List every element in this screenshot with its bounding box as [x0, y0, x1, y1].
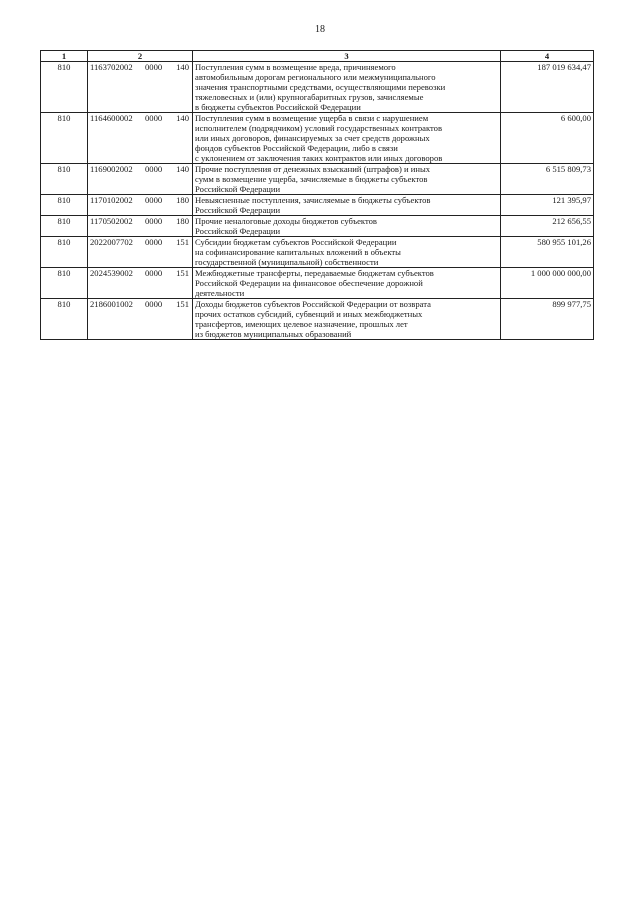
description-line: Доходы бюджетов субъектов Российской Федерации от возврата [195, 299, 431, 309]
classification-code: 151 [176, 237, 189, 247]
classification-code: 151 [176, 268, 189, 278]
description-line: трансфертов, имеющих целевое назначение, прошлых лет [195, 319, 408, 329]
admin-code-cell: 810 [41, 195, 88, 216]
description-line: тяжеловесных и (или) крупногабаритных грузов, зачисляемые [195, 92, 424, 102]
budget-code: 2022007702 [90, 237, 133, 247]
admin-code-cell: 810 [41, 113, 88, 164]
table-row [41, 216, 594, 237]
budget-code: 2024539002 [90, 268, 133, 278]
classification-code: 140 [176, 113, 189, 123]
description-line: Российской Федерации на финансовое обеспечение дорожной [195, 278, 423, 288]
classification-code: 140 [176, 164, 189, 174]
admin-code-cell: 810 [41, 164, 88, 195]
description-line: Российской Федерации [195, 184, 281, 194]
amount-cell: 6 600,00 [501, 113, 594, 164]
budget-code-cell [88, 195, 193, 216]
description-cell [193, 164, 501, 195]
budget-code: 1169002002 [90, 164, 133, 174]
amount-cell: 6 515 809,73 [501, 164, 594, 195]
column-header-2: 2 [88, 51, 193, 62]
table-row [41, 268, 594, 299]
budget-code: 1164600002 [90, 113, 133, 123]
description-line: исполнителем (подрядчиком) условий государственных контрактов [195, 123, 443, 133]
amount-cell: 1 000 000 000,00 [501, 268, 594, 299]
table-row [41, 299, 594, 340]
admin-code-cell: 810 [41, 216, 88, 237]
program-code: 0000 [145, 62, 163, 72]
program-code: 0000 [145, 299, 163, 309]
description-line: или иных договоров, финансируемых за счет средств дорожных [195, 133, 430, 143]
description-line: прочих остатков субсидий, субвенций и иных межбюджетных [195, 309, 423, 319]
revenue-table [40, 50, 594, 340]
description-line: Субсидии бюджетам субъектов Российской Федерации [195, 237, 397, 247]
description-cell [193, 237, 501, 268]
description-cell [193, 216, 501, 237]
header-row [41, 51, 594, 62]
budget-code: 1170502002 [90, 216, 133, 226]
table-body [41, 62, 594, 340]
classification-code: 140 [176, 62, 189, 72]
amount-cell: 121 395,97 [501, 195, 594, 216]
program-code: 0000 [145, 237, 163, 247]
description-line: значения транспортными средствами, осуществляющими перевозки [195, 82, 446, 92]
classification-code: 180 [176, 195, 189, 205]
description-line: в бюджеты субъектов Российской Федерации [195, 102, 361, 112]
program-code: 0000 [145, 216, 163, 226]
admin-code-cell: 810 [41, 299, 88, 340]
program-code: 0000 [145, 113, 163, 123]
amount-cell: 580 955 101,26 [501, 237, 594, 268]
description-line: деятельности [195, 288, 245, 298]
budget-code: 1163702002 [90, 62, 133, 72]
description-line: из бюджетов муниципальных образований [195, 329, 352, 339]
description-line: государственной (муниципальной) собственности [195, 257, 379, 267]
budget-code-cell [88, 62, 193, 113]
description-line: Межбюджетные трансферты, передаваемые бюджетам субъектов [195, 268, 434, 278]
amount-cell: 212 656,55 [501, 216, 594, 237]
amount-cell: 899 977,75 [501, 299, 594, 340]
column-header-1: 1 [41, 51, 88, 62]
budget-code-cell [88, 268, 193, 299]
description-line: сумм в возмещение ущерба, зачисляемые в бюджеты субъектов [195, 174, 428, 184]
amount-cell: 187 019 634,47 [501, 62, 594, 113]
description-line: фондов субъектов Российской Федерации, либо в связи [195, 143, 398, 153]
budget-code: 2186001002 [90, 299, 133, 309]
description-line: Прочие неналоговые доходы бюджетов субъектов [195, 216, 377, 226]
description-line: Поступления сумм в возмещение вреда, причиняемого [195, 62, 396, 72]
table-row [41, 195, 594, 216]
budget-code: 1170102002 [90, 195, 133, 205]
program-code: 0000 [145, 164, 163, 174]
admin-code-cell: 810 [41, 268, 88, 299]
description-cell [193, 195, 501, 216]
budget-code-cell [88, 113, 193, 164]
column-header-4: 4 [501, 51, 594, 62]
table-row [41, 237, 594, 268]
program-code: 0000 [145, 268, 163, 278]
table-row [41, 164, 594, 195]
budget-code-cell [88, 216, 193, 237]
description-line: Прочие поступления от денежных взысканий (штрафов) и иных [195, 164, 431, 174]
description-line: на софинансирование капитальных вложений в объекты [195, 247, 401, 257]
budget-code-cell [88, 164, 193, 195]
column-header-3: 3 [193, 51, 501, 62]
admin-code-cell: 810 [41, 62, 88, 113]
description-line: с уклонением от заключения таких контрактов или иных договоров [195, 153, 443, 163]
classification-code: 180 [176, 216, 189, 226]
description-cell [193, 268, 501, 299]
description-line: Российской Федерации [195, 226, 281, 236]
classification-code: 151 [176, 299, 189, 309]
description-cell [193, 299, 501, 340]
table-row [41, 113, 594, 164]
budget-code-cell [88, 237, 193, 268]
description-line: Невыясненные поступления, зачисляемые в бюджеты субъектов [195, 195, 431, 205]
description-cell [193, 62, 501, 113]
table-row [41, 62, 594, 113]
budget-code-cell [88, 299, 193, 340]
program-code: 0000 [145, 195, 163, 205]
description-line: автомобильным дорогам регионального или межмуниципального [195, 72, 436, 82]
page-number: 18 [315, 24, 325, 35]
admin-code-cell: 810 [41, 237, 88, 268]
description-line: Российской Федерации [195, 205, 281, 215]
description-cell [193, 113, 501, 164]
description-line: Поступления сумм в возмещение ущерба в связи с нарушением [195, 113, 429, 123]
